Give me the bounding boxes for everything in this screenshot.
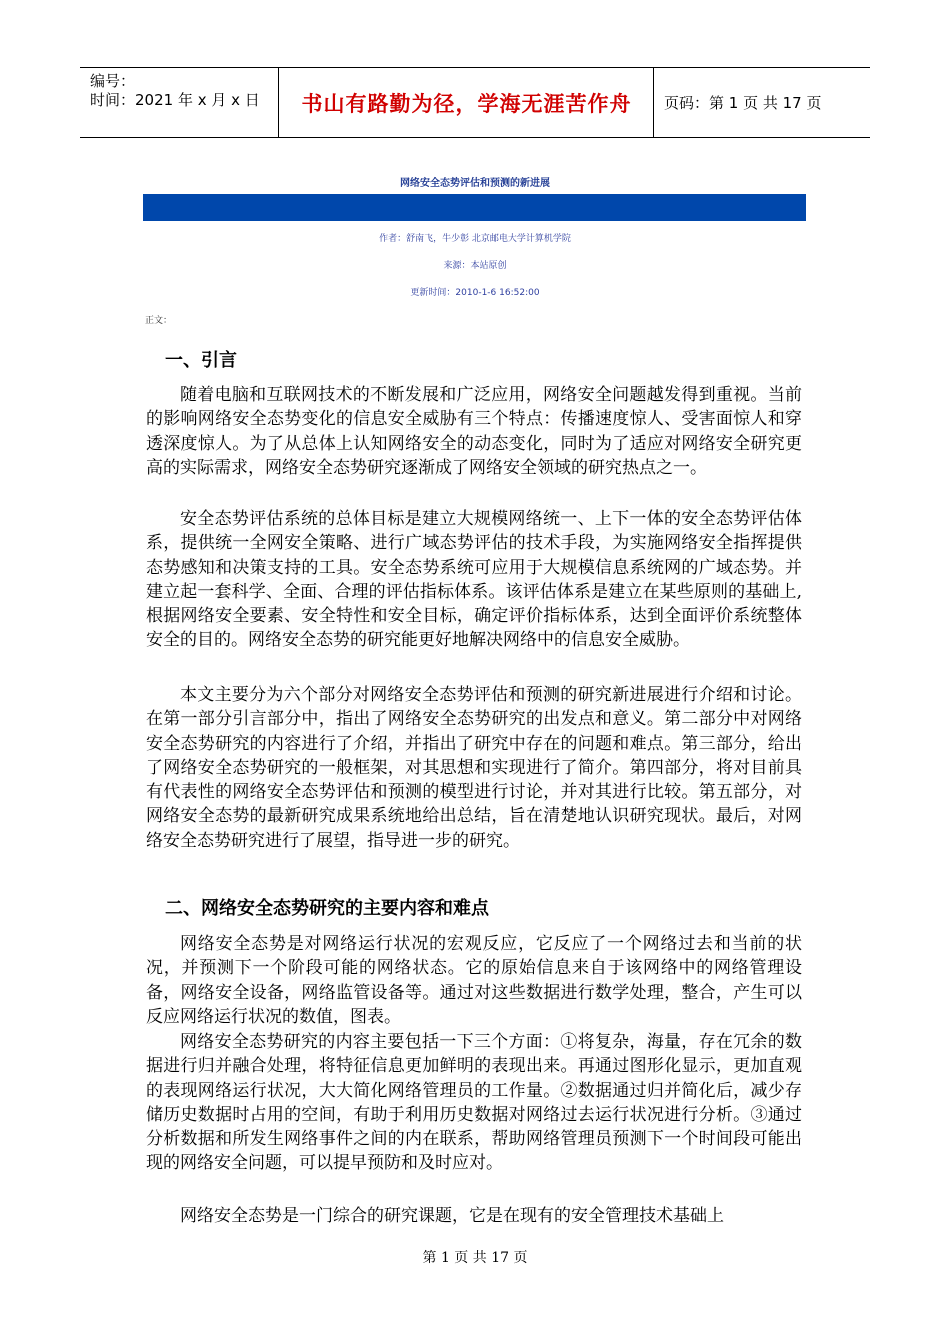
section-1-heading: 一、引言 [165,350,237,371]
section-1-paragraph-2: 安全态势评估系统的总体目标是建立大规模网络统一、上下一体的安全态势评估体系，提供统一全网安全策略、进行广域态势评估的技术手段，为实施网络安全指挥提供态势感知和决策支持的工具。安全态势系统可应用于大规模信息系统网的广域态势。并建立起一套科学、全面、合理的评估指标体系。该评估体系是建立在某些原则的基础上,根据网络安全要素、安全特性和安全目标，确定评价指标体系，达到全面评价系统整体安全的目的。网络安全态势的研究能更好地解决网络中的信息安全威胁。 [146,509,802,651]
number-label: 编号： [90,72,136,90]
section-2-paragraph-2: 网络安全态势研究的内容主要包括一下三个方面：①将复杂，海量，存在冗余的数据进行归并融合处理，将特征信息更加鲜明的表现出来。再通过图形化显示，更加直观的表现网络运行状况，大大简化网络管理员的工作量。②数据通过归并简化后，减少存储历史数据时占用的空间，有助于利用历史数据对网络过去运行状况进行分析。③通过分析数据和所发生网络事件之间的内在联系，帮助网络管理员预测下一个时间段可能出现的网络安全问题，可以提早预防和及时应对。 [146,1032,802,1174]
title-banner-bar [143,194,806,221]
article-source: 来源：本站原创 [443,261,507,271]
page-label: 页码：第 1 页 共 17 页 [664,94,822,112]
page-footer: 第 1 页 共 17 页 [422,1250,528,1266]
section-2-paragraph-3: 网络安全态势是一门综合的研究课题，它是在现有的安全管理技术基础上 [180,1206,724,1226]
header-page-cell [654,68,870,137]
header-motto-cell [280,68,654,137]
section-1-paragraph-1: 随着电脑和互联网技术的不断发展和广泛应用，网络安全问题越发得到重视。当前的影响网络安全态势变化的信息安全威胁有三个特点：传播速度惊人、受害面惊人和穿透深度惊人。为了从总体上认知网络安全的动态变化，同时为了适应对网络安全研究更高的实际需求，网络安全态势研究逐渐成了网络安全领域的研究热点之一。 [146,385,802,478]
header-left-cell [80,68,279,137]
article-title: 网络安全态势评估和预测的新进展 [400,178,550,189]
section-2-paragraph-1: 网络安全态势是对网络运行状况的宏观反应，它反应了一个网络过去和当前的状况，并预测下一个阶段可能的网络状态。它的原始信息来自于该网络中的网络管理设备，网络安全设备，网络监管设备等。通过对这些数据进行数学处理，整合，产生可以反应网络运行状况的数值，图表。 [146,934,802,1027]
document-header [80,67,870,138]
section-1-paragraph-3: 本文主要分为六个部分对网络安全态势评估和预测的研究新进展进行介绍和讨论。在第一部分引言部分中，指出了网络安全态势研究的出发点和意义。第二部分中对网络安全态势研究的内容进行了介绍，并指出了研究中存在的问题和难点。第三部分，给出了网络安全态势研究的一般框架，对其思想和实现进行了简介。第四部分，将对目前具有代表性的网络安全态势评估和预测的模型进行讨论，并对其进行比较。第五部分，对网络安全态势的最新研究成果系统地给出总结，旨在清楚地认识研究现状。最后，对网络安全态势研究进行了展望，指导进一步的研究。 [146,685,802,851]
body-label: 正文： [145,316,173,326]
section-2-heading: 二、网络安全态势研究的主要内容和难点 [165,898,489,919]
date-label: 时间：2021 年 x 月 x 日 [90,91,260,109]
article-author: 作者：舒南飞，牛少彰 北京邮电大学计算机学院 [379,234,571,244]
article-updated: 更新时间：2010-1-6 16:52:00 [410,288,540,298]
motto-text: 书山有路勤为径，学海无涯苦作舟 [301,91,632,116]
